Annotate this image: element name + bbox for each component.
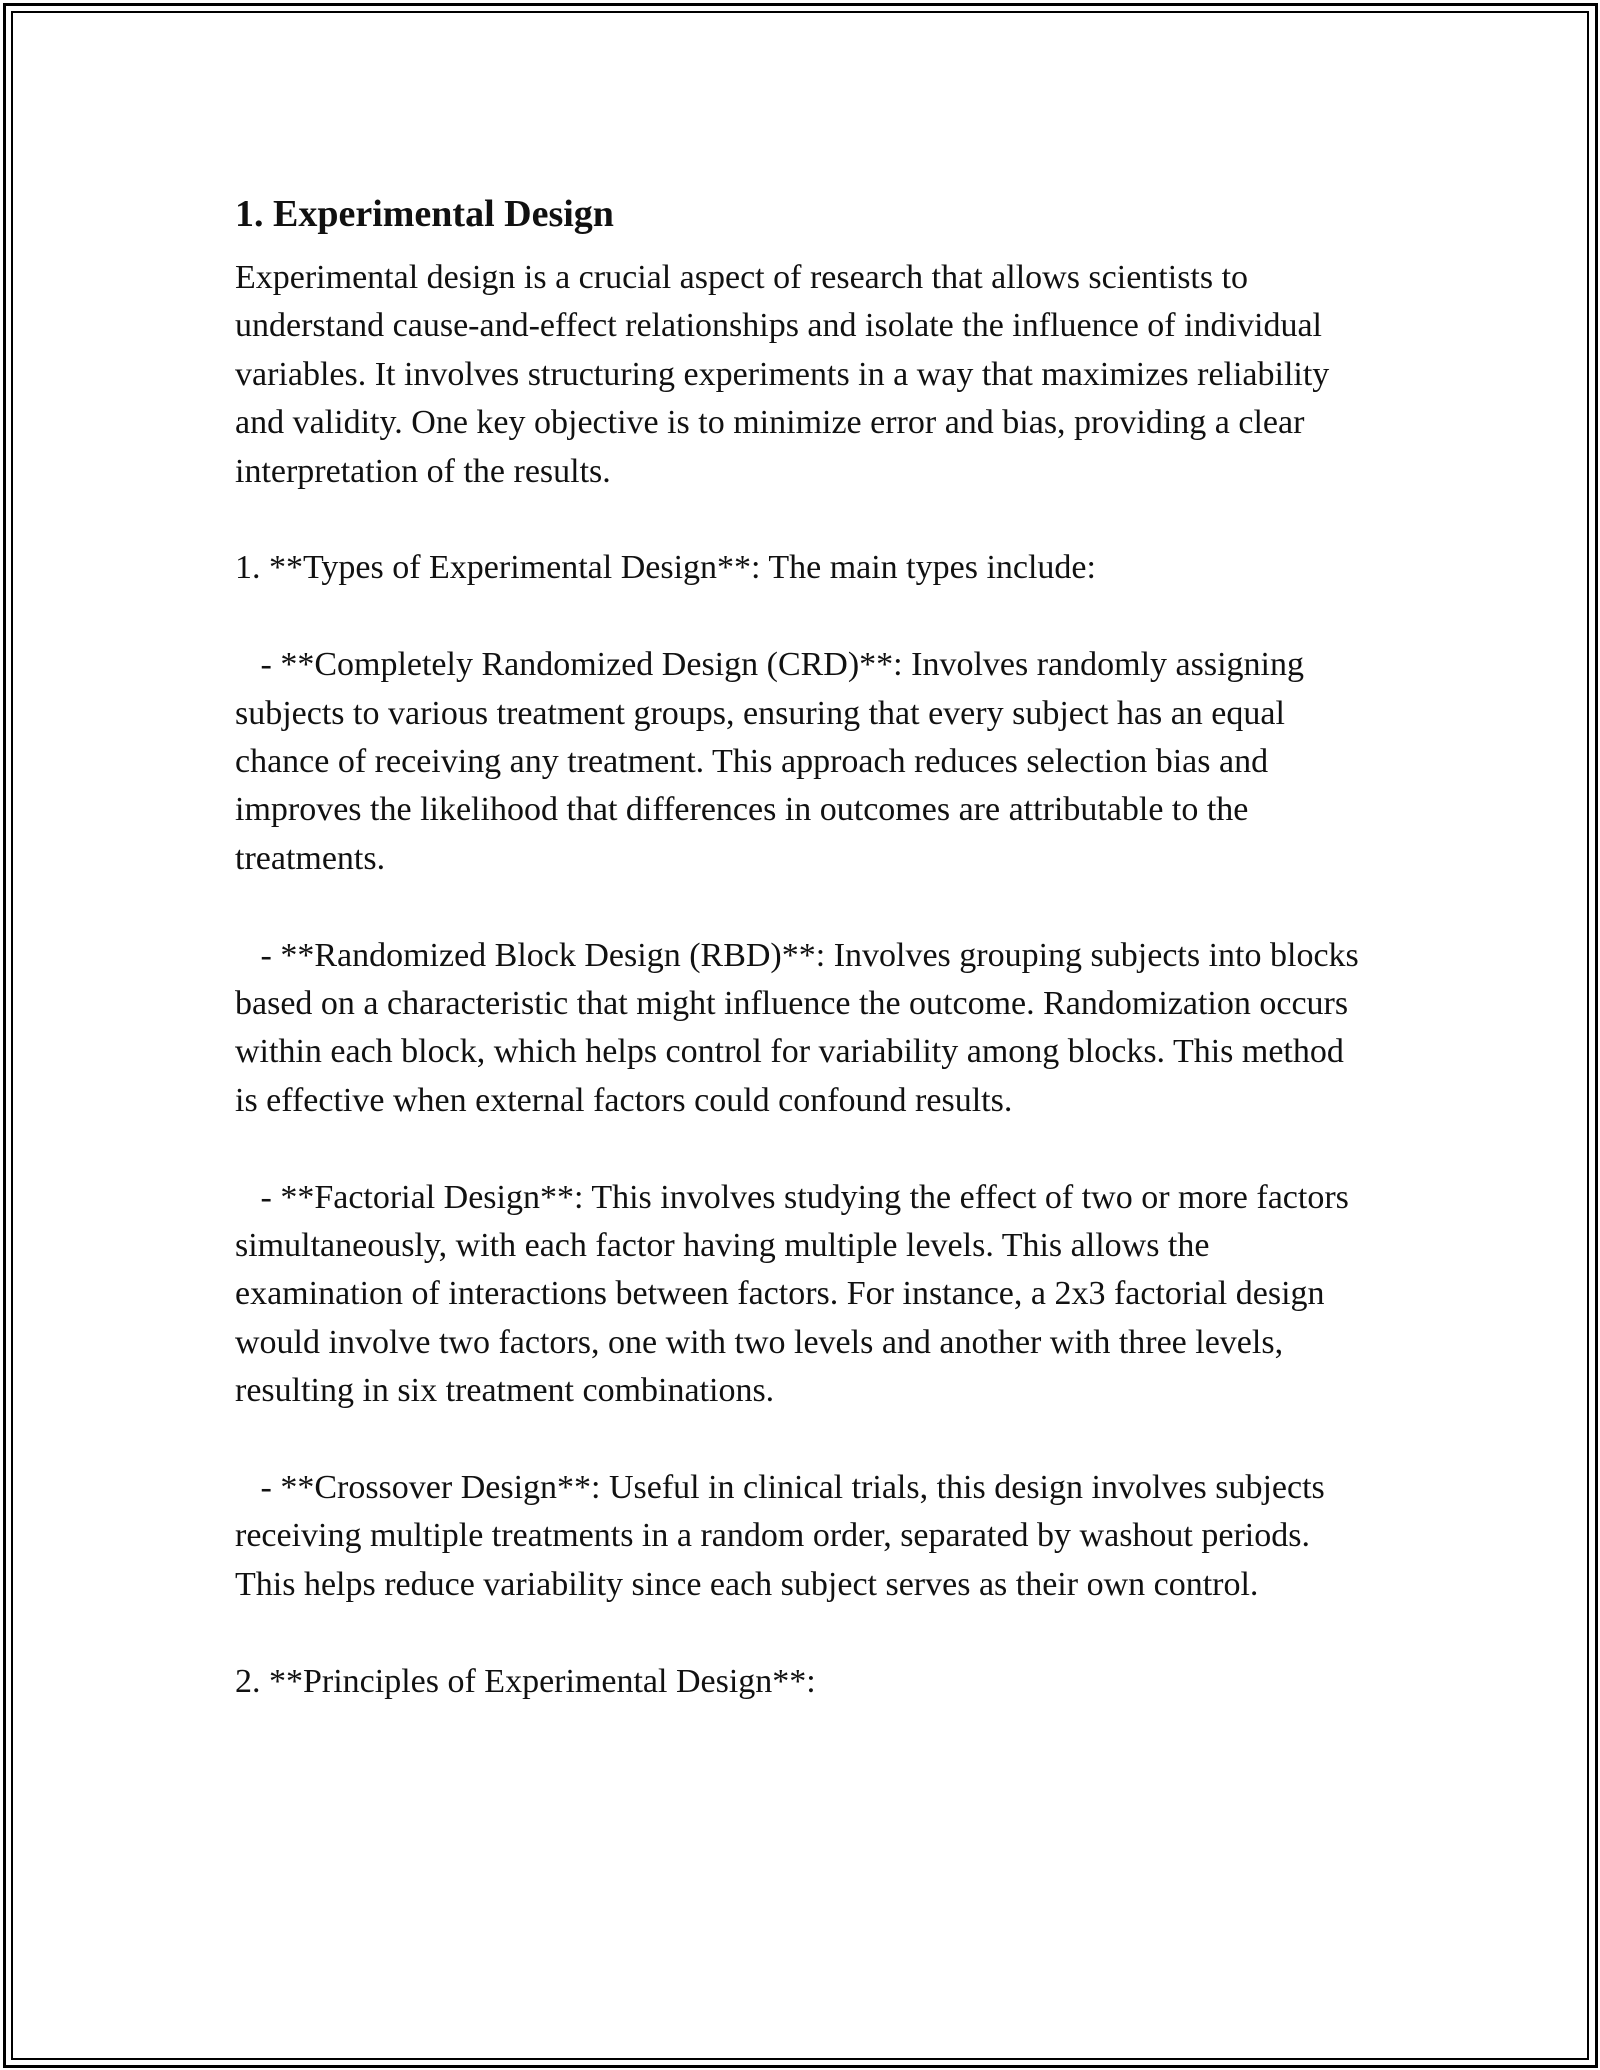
paragraph-gap bbox=[235, 1125, 1375, 1173]
crd-paragraph: - **Completely Randomized Design (CRD)**: Involves randomly assigning subjects to various treatment groups, ensuring that every subject has an equal chance of receiving any treatment. This approach reduces selection bias and improves the likelihood that differences in outcomes are attributable to the treatments. bbox=[235, 646, 1313, 877]
paragraph-gap bbox=[235, 883, 1375, 931]
paragraph-gap bbox=[235, 1609, 1375, 1657]
rbd-paragraph: - **Randomized Block Design (RBD)**: Involves grouping subjects into blocks based on a characteristic that might influence the outcome. Randomization occurs within each block, which helps control for variability among blocks. This method is effective when external factors could confound results. bbox=[235, 936, 1368, 1119]
factorial-paragraph: - **Factorial Design**: This involves studying the effect of two or more factors simultaneously, with each factor having multiple levels. This allows the examination of interactions between factors. For instance, a 2x3 factorial design would involve two factors, one with two levels and another with three levels, resulting in six treatment combinations. bbox=[235, 1178, 1358, 1410]
crossover-paragraph: - **Crossover Design**: Useful in clinical trials, this design involves subjects receiving multiple treatments in a random order, separated by washout periods. This helps reduce variability since each subject serves as their own control. bbox=[235, 1469, 1334, 1603]
document-body bbox=[235, 186, 1375, 1706]
section-heading: 1. Experimental Design bbox=[235, 193, 614, 235]
paragraph-gap bbox=[235, 1416, 1375, 1464]
paragraph-gap bbox=[235, 593, 1375, 641]
intro-paragraph: Experimental design is a crucial aspect of research that allows scientists to understand cause-and-effect relationships and isolate the influence of individual variables. It involves structuring experiments in a way that maximizes reliability and validity. One key objective is to minimize error and bias, providing a clear interpretation of the results. bbox=[235, 259, 1338, 490]
principles-heading: 2. **Principles of Experimental Design**: bbox=[235, 1662, 816, 1700]
types-list-heading: 1. **Types of Experimental Design**: The main types include: bbox=[235, 549, 1096, 587]
paragraph-gap bbox=[235, 496, 1375, 544]
